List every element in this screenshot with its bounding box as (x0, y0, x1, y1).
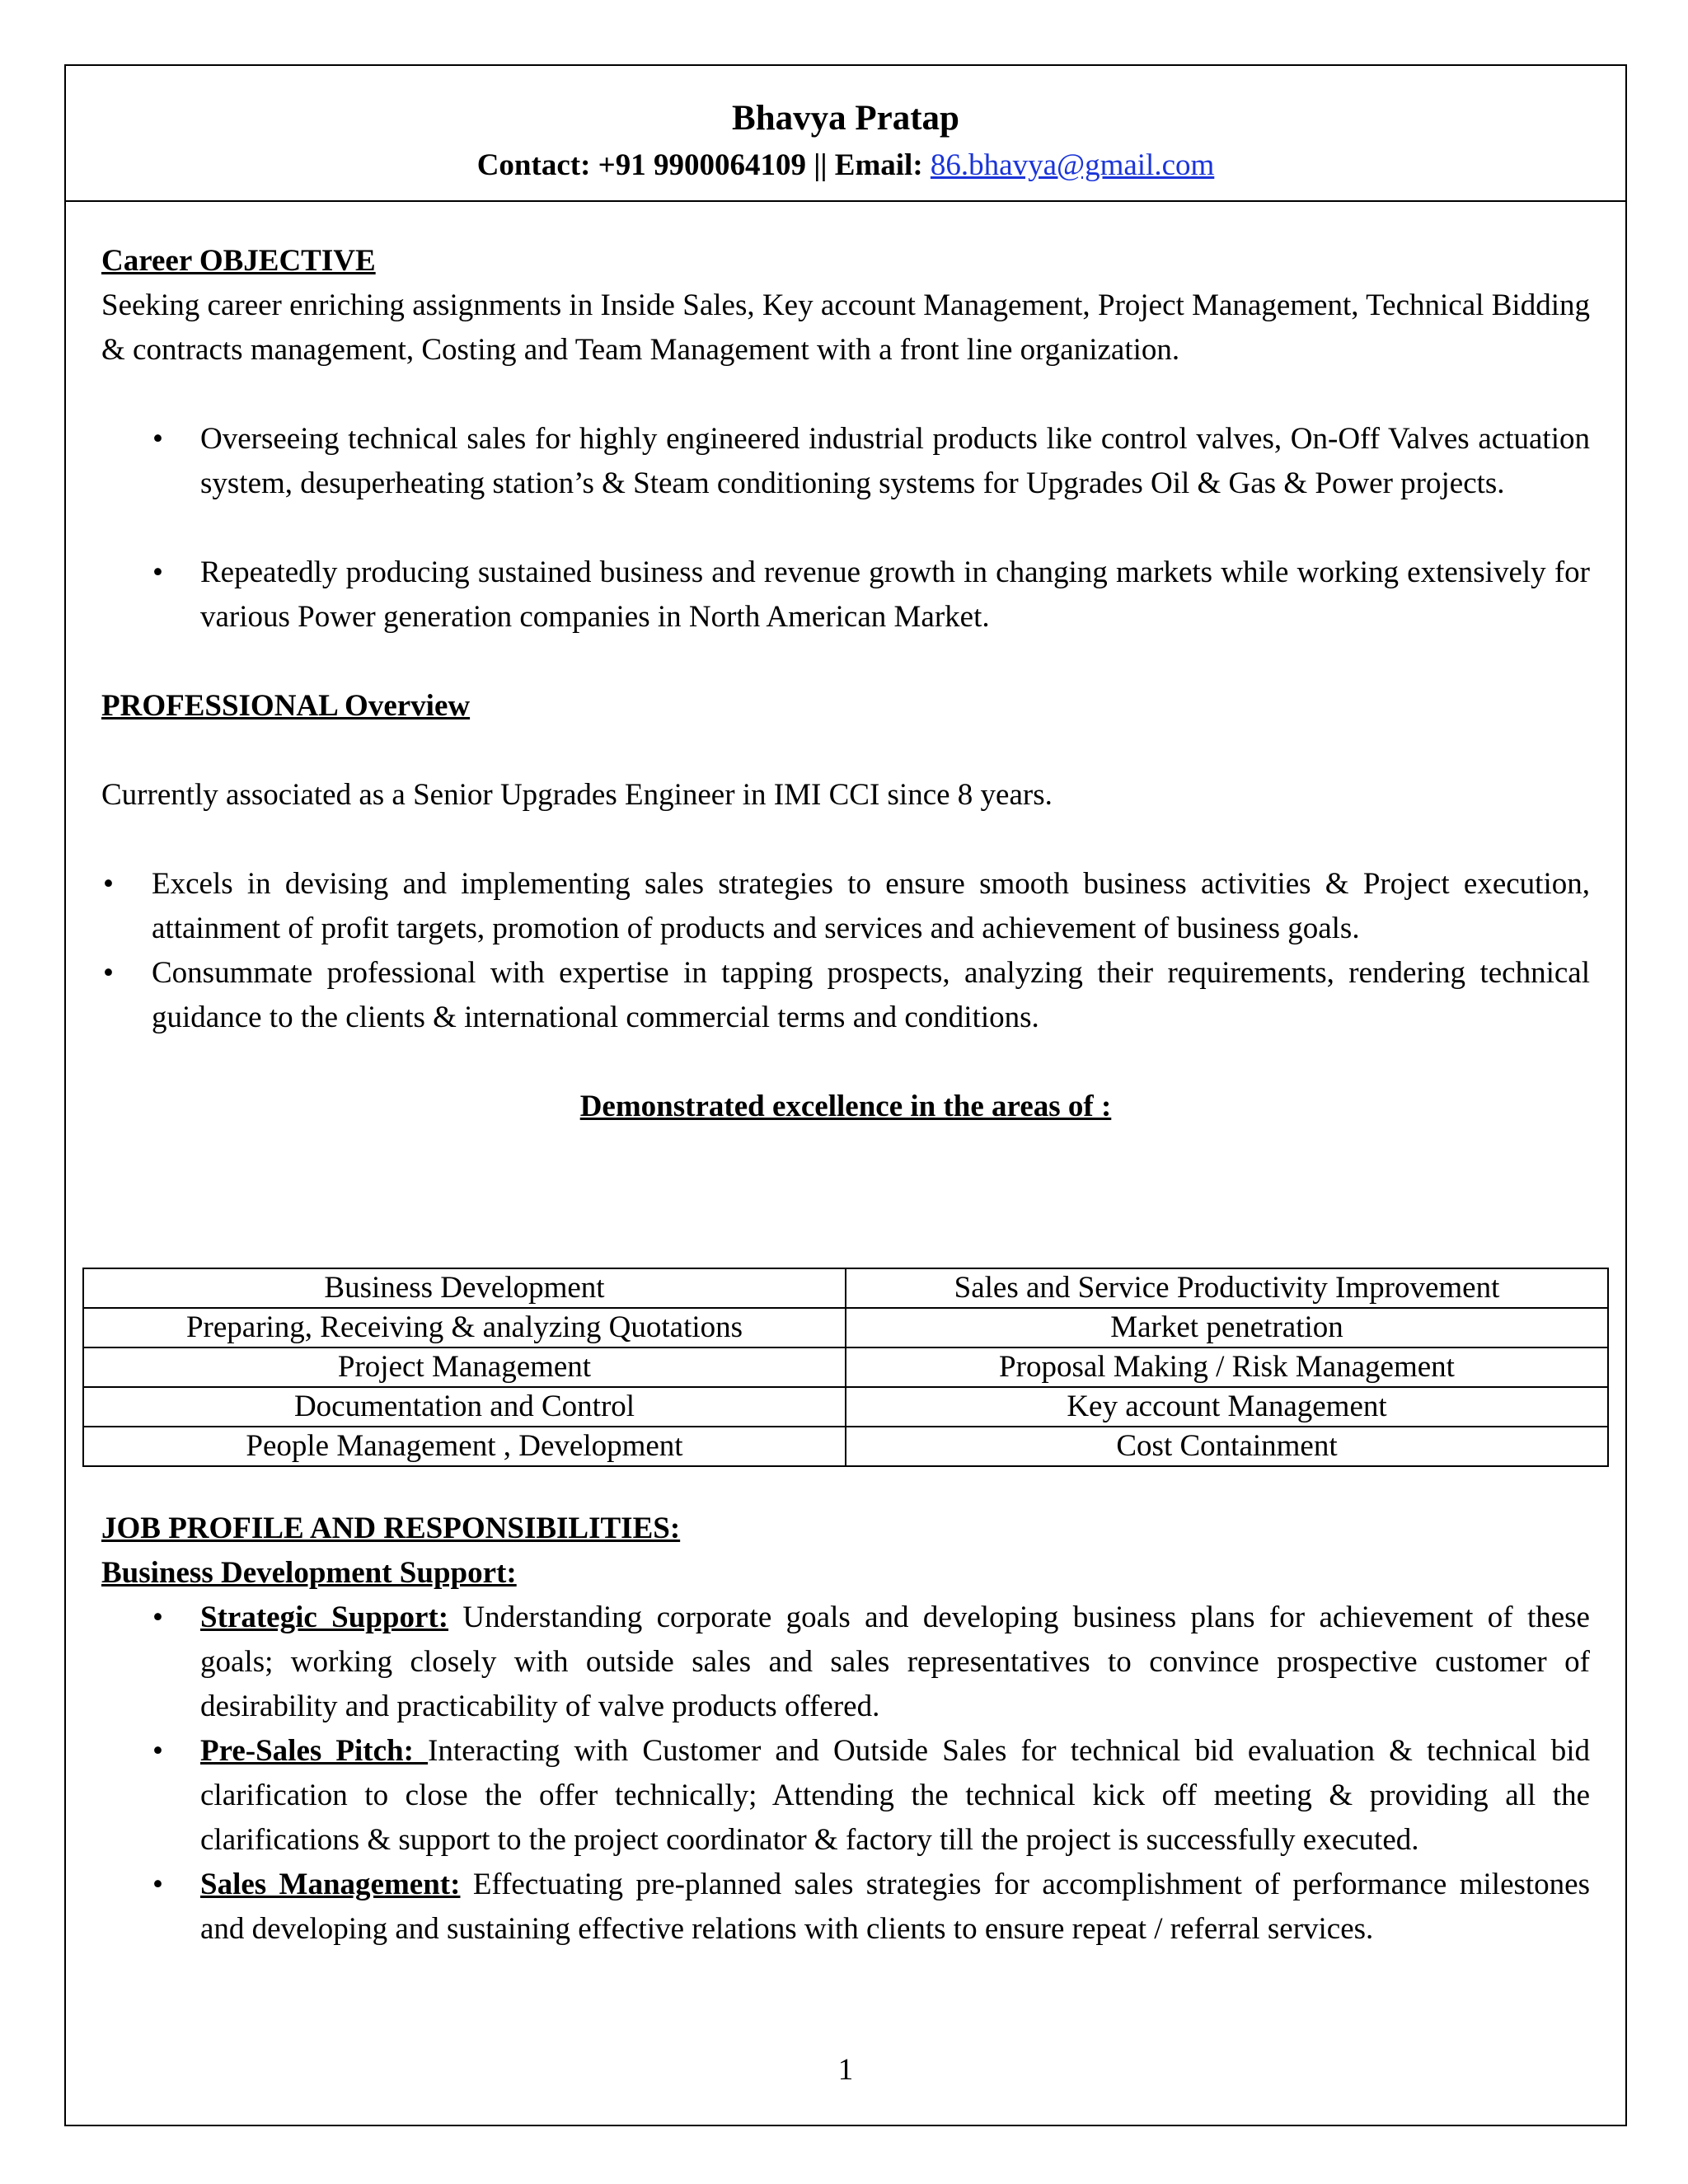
item-text: Understanding corporate goals and developing business plans for achievement of these goals; working closely with outside sales and sales representatives to convince prospective customer of desirability and practicability of valve products offered. (200, 1601, 1590, 1723)
list-item: • Consummate professional with expertise in tapping prospects, analyzing their requirements, rendering technical guidance to the clients & international commercial terms and conditions. (101, 951, 1590, 1040)
candidate-name: Bhavya Pratap (732, 99, 959, 138)
page-number: 1 (837, 2053, 854, 2087)
email-link[interactable]: 86.bhavya@gmail.com (930, 148, 1215, 182)
table-cell: Market penetration (846, 1308, 1608, 1347)
item-text: Effectuating pre-planned sales strategies for accomplishment of performance milestones and developing and sustaining effective relations with clients to ensure repeat / referral services. (200, 1868, 1590, 1946)
table-cell: Business Development (83, 1268, 846, 1308)
contact-prefix: Contact: +91 9900064109 || Email: (476, 148, 931, 182)
table-cell: Project Management (83, 1347, 846, 1387)
item-label: Strategic Support: (200, 1601, 449, 1634)
resume-content (101, 239, 1590, 1129)
overview-bullet-list (101, 862, 1590, 1040)
list-item (101, 1729, 1590, 1863)
item-text: Interacting with Customer and Outside Sales for technical bid evaluation & technical bid clarification to close the offer technically; Attending the technical kick off meeting & providing all the clarifications & support to the project coordinator & factory till the project is successfully executed. (200, 1734, 1590, 1857)
career-objective-text: Seeking career enriching assignments in Inside Sales, Key account Management, Project Management, Technical Bidding & contracts management, Costing and Team Management with a front line organization. (101, 288, 1590, 367)
job-profile-title: JOB PROFILE AND RESPONSIBILITIES: (101, 1511, 681, 1545)
list-item: • Excels in devising and implementing sales strategies to ensure smooth business activities & Project execution, attainment of profit targets, promotion of products and services and achievement of business goals. (101, 862, 1590, 951)
excellence-title: Demonstrated excellence in the areas of : (579, 1090, 1112, 1123)
resume-header (66, 66, 1625, 202)
table-row (83, 1268, 1608, 1308)
list-item (101, 1596, 1590, 1729)
professional-overview-text: Currently associated as a Senior Upgrades Engineer in IMI CCI since 8 years. (101, 778, 1053, 812)
career-objective-title: Career OBJECTIVE (101, 244, 376, 278)
table-cell: Preparing, Receiving & analyzing Quotations (83, 1308, 846, 1347)
table-row (83, 1427, 1608, 1466)
job-profile-section (101, 1507, 1590, 1952)
table-row (83, 1347, 1608, 1387)
objective-bullet-list (101, 417, 1590, 640)
table-cell: Proposal Making / Risk Management (846, 1347, 1608, 1387)
table-row (83, 1308, 1608, 1347)
table-cell: Cost Containment (846, 1427, 1608, 1466)
job-profile-subtitle: Business Development Support: (101, 1556, 517, 1590)
contact-line (66, 148, 1625, 184)
professional-overview-title: PROFESSIONAL Overview (101, 689, 471, 723)
list-item (101, 1863, 1590, 1952)
table-cell: Sales and Service Productivity Improvement (846, 1268, 1608, 1308)
table-row (83, 1387, 1608, 1427)
resume-page (64, 64, 1627, 2126)
item-label: Pre-Sales Pitch: (200, 1734, 429, 1768)
item-label: Sales Management: (200, 1868, 461, 1901)
table-cell: People Management , Development (83, 1427, 846, 1466)
list-item: • Overseeing technical sales for highly engineered industrial products like control valves, On-Off Valves actuation system, desuperheating station’s & Steam conditioning systems for Upgrades Oil & Gas & Power projects. (101, 417, 1590, 506)
table-cell: Key account Management (846, 1387, 1608, 1427)
job-profile-bullet-list (101, 1596, 1590, 1952)
table-cell: Documentation and Control (83, 1387, 846, 1427)
excellence-table (82, 1268, 1609, 1467)
list-item: • Repeatedly producing sustained business and revenue growth in changing markets while working extensively for various Power generation companies in North American Market. (101, 551, 1590, 640)
